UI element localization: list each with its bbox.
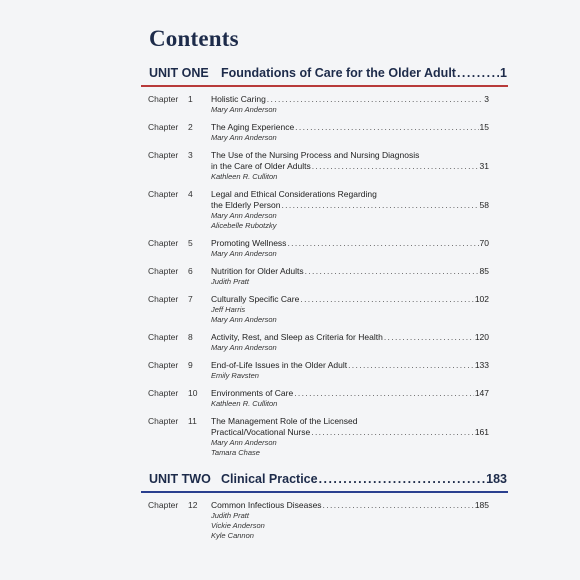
chapter-author: Jeff Harris (211, 305, 246, 314)
chapter-author: Vickie Anderson (211, 521, 265, 530)
unit-one-rule (141, 85, 508, 87)
unit-page: 1 (500, 66, 507, 80)
chapter-entry[interactable] (211, 94, 489, 115)
chapter-title-text: End-of-Life Issues in the Older Adult (211, 360, 348, 370)
page-title: Contents (149, 26, 239, 51)
chapter-author: Emily Ravsten (211, 371, 259, 380)
chapter-entry[interactable] (211, 388, 489, 409)
dot-leader (281, 200, 478, 211)
dot-leader (305, 266, 479, 277)
chapter-page-number: 102 (474, 294, 489, 304)
chapter-word: Chapter (148, 150, 179, 160)
chapter-title-text: Practical/Vocational Nurse (211, 427, 311, 437)
unit-label: UNIT TWO (149, 472, 211, 486)
chapter-title[interactable] (211, 427, 489, 438)
chapter-label (148, 122, 208, 132)
chapter-title[interactable] (211, 388, 489, 399)
chapter-page-number: 58 (479, 200, 489, 210)
chapter-page-number: 133 (474, 360, 489, 370)
chapter-title-text: Activity, Rest, and Sleep as Criteria for Health (211, 332, 383, 342)
dot-leader (348, 360, 474, 371)
chapter-word: Chapter (148, 238, 179, 248)
unit-label: UNIT ONE (149, 66, 209, 80)
chapter-title[interactable] (211, 200, 489, 211)
chapter-title-text: Environments of Care (211, 388, 294, 398)
chapter-title-text: Common Infectious Diseases (211, 500, 322, 510)
unit-two-rule (141, 491, 508, 493)
chapter-word: Chapter (148, 266, 179, 276)
chapter-author: Tamara Chase (211, 448, 260, 457)
chapter-title-text: the Elderly Person (211, 200, 281, 210)
chapter-title-line: Legal and Ethical Considerations Regarding (211, 189, 377, 199)
chapter-label (148, 360, 208, 370)
dot-leader (295, 122, 478, 133)
unit-title: Foundations of Care for the Older Adult (221, 66, 456, 80)
chapter-title-text: in the Care of Older Adults (211, 161, 311, 171)
chapter-word: Chapter (148, 416, 179, 426)
chapter-entry[interactable] (211, 150, 489, 182)
chapter-title[interactable] (211, 238, 489, 249)
chapter-title-text: Promoting Wellness (211, 238, 287, 248)
unit-title: Clinical Practice (221, 472, 318, 486)
chapter-title[interactable] (211, 332, 489, 343)
chapter-number: 7 (188, 294, 193, 304)
dot-leader (294, 388, 474, 399)
chapter-number: 11 (188, 416, 197, 426)
chapter-author: Mary Ann Anderson (211, 133, 277, 142)
chapter-word: Chapter (148, 94, 179, 104)
chapter-author: Mary Ann Anderson (211, 343, 277, 352)
chapter-title-line: The Management Role of the Licensed (211, 416, 358, 426)
chapter-number: 5 (188, 238, 193, 248)
chapter-entry[interactable] (211, 360, 489, 381)
chapter-number: 3 (188, 150, 193, 160)
chapter-title-line: The Use of the Nursing Process and Nursing Diagnosis (211, 150, 420, 160)
unit-two-heading[interactable] (149, 472, 507, 486)
chapter-entry[interactable] (211, 122, 489, 143)
dot-leader (319, 472, 486, 486)
chapter-title[interactable] (211, 266, 489, 277)
dot-leader (384, 332, 474, 343)
chapter-number: 9 (188, 360, 193, 370)
chapter-number: 2 (188, 122, 193, 132)
chapter-number: 6 (188, 266, 193, 276)
chapter-author: Mary Ann Anderson (211, 211, 277, 220)
chapter-title[interactable] (211, 294, 489, 305)
chapter-page-number: 161 (474, 427, 489, 437)
chapter-page-number: 147 (474, 388, 489, 398)
unit-page: 183 (486, 472, 507, 486)
unit-one-heading[interactable] (149, 66, 507, 80)
chapter-title[interactable] (211, 161, 489, 172)
chapter-number: 12 (188, 500, 198, 510)
chapter-author: Judith Pratt (211, 511, 249, 520)
chapter-word: Chapter (148, 360, 179, 370)
chapter-entry[interactable] (211, 189, 489, 231)
chapter-page-number: 70 (479, 238, 489, 248)
chapter-number: 4 (188, 189, 193, 199)
chapter-word: Chapter (148, 332, 179, 342)
chapter-label (148, 416, 208, 426)
chapter-author: Kathleen R. Culliton (211, 399, 278, 408)
chapter-title-text: Nutrition for Older Adults (211, 266, 304, 276)
chapter-word: Chapter (148, 500, 179, 510)
chapter-label (148, 332, 208, 342)
chapter-entry[interactable] (211, 266, 489, 287)
chapter-author: Alicebelle Rubotzky (211, 221, 277, 230)
chapter-title[interactable] (211, 360, 489, 371)
chapter-entry[interactable] (211, 332, 489, 353)
chapter-word: Chapter (148, 122, 179, 132)
chapter-label (148, 150, 208, 160)
chapter-number: 10 (188, 388, 198, 398)
chapter-label (148, 388, 208, 398)
chapter-label (148, 500, 208, 510)
dot-leader (457, 66, 499, 80)
chapter-page-number: 120 (474, 332, 489, 342)
chapter-title-text: Holistic Caring (211, 94, 266, 104)
chapter-number: 1 (188, 94, 193, 104)
chapter-label (148, 238, 208, 248)
chapter-author: Kathleen R. Culliton (211, 172, 278, 181)
chapter-label (148, 94, 208, 104)
chapter-page-number: 3 (484, 94, 489, 104)
chapter-entry[interactable] (211, 416, 489, 458)
chapter-label (148, 189, 208, 199)
chapter-word: Chapter (148, 294, 179, 304)
chapter-author: Kyle Cannon (211, 531, 254, 540)
chapter-word: Chapter (148, 388, 179, 398)
chapter-number: 8 (188, 332, 193, 342)
chapter-title[interactable] (211, 94, 489, 105)
chapter-title[interactable] (211, 500, 489, 511)
chapter-page-number: 31 (479, 161, 489, 171)
chapter-title-text: The Aging Experience (211, 122, 295, 132)
chapter-title-text: Culturally Specific Care (211, 294, 300, 304)
dot-leader (323, 500, 474, 511)
chapter-label (148, 266, 208, 276)
chapter-entry[interactable] (211, 294, 489, 325)
chapter-author: Mary Ann Anderson (211, 315, 277, 324)
dot-leader (287, 238, 478, 249)
chapter-page-number: 15 (479, 122, 489, 132)
chapter-word: Chapter (148, 189, 179, 199)
dot-leader (267, 94, 483, 105)
chapter-page-number: 85 (479, 266, 489, 276)
chapter-entry[interactable] (211, 238, 489, 259)
chapter-label (148, 294, 208, 304)
dot-leader (312, 161, 479, 172)
chapter-page-number: 185 (474, 500, 489, 510)
chapter-entry[interactable] (211, 500, 489, 541)
dot-leader (300, 294, 473, 305)
chapter-author: Mary Ann Anderson (211, 105, 277, 114)
dot-leader (311, 427, 474, 438)
chapter-author: Mary Ann Anderson (211, 438, 277, 447)
chapter-title[interactable] (211, 122, 489, 133)
chapter-author: Mary Ann Anderson (211, 249, 277, 258)
chapter-author: Judith Pratt (211, 277, 249, 286)
